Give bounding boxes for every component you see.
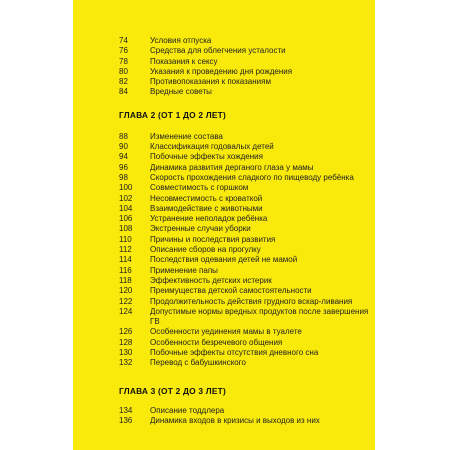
toc-page-number: 96 [119, 162, 128, 172]
toc-page-number: 98 [119, 172, 128, 182]
toc-entry-title: Последствия одевания детей не мамой [150, 255, 298, 265]
toc-entry-title: Скорость прохождения сладкого по пищеводу ребёнка [150, 172, 354, 182]
toc-entry-title: Указания к проведению дня рождения [150, 66, 293, 76]
toc-entry [119, 358, 369, 368]
toc-page-number: 116 [119, 265, 132, 275]
toc-entry [119, 173, 369, 183]
toc-page-number: 134 [119, 405, 133, 415]
toc-page-number: 82 [119, 77, 128, 87]
toc-entry-title: Описание тоддлера [150, 405, 225, 415]
toc-page-number: 108 [119, 224, 133, 234]
toc-entry-title: Особенности уединения мамы в туалете [150, 327, 302, 337]
toc-entry [119, 276, 369, 286]
toc-entry-title: Побочные эффекты отсутствия дневного сна [150, 348, 319, 358]
toc-entry-title: Экстренные случаи уборки [150, 224, 251, 234]
toc-page-number: 120 [119, 286, 133, 296]
toc-page-number: 88 [119, 131, 128, 141]
toc-entry [119, 406, 369, 416]
toc-entry [119, 255, 369, 265]
toc-page-number: 128 [119, 337, 133, 347]
toc-entry [119, 204, 369, 214]
toc-entry-title: Взаимодействие с животными [150, 203, 263, 213]
toc-section-2 [119, 110, 369, 369]
toc-entry-title: Средства для облегчения усталости [150, 46, 286, 56]
toc-entry [119, 338, 369, 348]
toc-entry-title: Изменение состава [150, 131, 223, 141]
toc-entry [119, 77, 369, 87]
toc-page-number: 84 [119, 87, 128, 97]
toc-entry-title: Несовместимость с кроваткой [150, 193, 263, 203]
toc-entry [119, 214, 369, 224]
toc-entry-title: Динамика развития дерганого глаза у мамы [150, 162, 314, 172]
toc-entry-title: Устранение неполадок ребёнка [150, 214, 268, 224]
toc-entry-title: Преимущества детской самостоятельности [150, 286, 312, 296]
toc-page-number: 130 [119, 348, 133, 358]
toc-entry-title: Условия отпуска [150, 36, 212, 45]
toc-entry [119, 245, 369, 255]
toc-entry-title: Перевод с бабушкинского [150, 358, 246, 368]
toc-entry [119, 307, 369, 328]
toc-page-number: 78 [119, 56, 128, 66]
toc-entry [119, 286, 369, 296]
toc-entry [119, 224, 369, 234]
toc-entry-title: Эффективность детских истерик [150, 275, 272, 285]
toc-entry [119, 194, 369, 204]
toc-entry-title: Показания к сексу [150, 56, 218, 66]
toc-entry [119, 297, 369, 307]
toc-page-number: 112 [119, 245, 132, 255]
toc-entry [119, 416, 369, 426]
toc-page-number: 106 [119, 214, 133, 224]
chapter-heading: ГЛАВА 3 (ОТ 2 ДО 3 ЛЕТ) [119, 385, 226, 396]
toc-entry [119, 327, 369, 337]
toc-entry [119, 152, 369, 162]
chapter-heading: ГЛАВА 2 (ОТ 1 ДО 2 ЛЕТ) [119, 109, 226, 120]
toc-entry-title: Вредные советы [150, 87, 212, 97]
toc-entry-title: Классификация годовалых детей [150, 142, 274, 152]
toc-page-number: 94 [119, 152, 128, 162]
toc-section-1 [119, 36, 369, 98]
toc-page-number: 110 [119, 234, 132, 244]
toc-page-number: 80 [119, 66, 128, 76]
toc-entry-title: Применение папы [150, 265, 218, 275]
toc-page-number: 104 [119, 203, 133, 213]
toc-entry-title: Причины и последствия развития [150, 234, 276, 244]
toc-entry-title: Совместимость с горшком [150, 183, 249, 193]
book-page [73, 0, 375, 450]
toc-page-number: 114 [119, 255, 132, 265]
toc-page-number: 122 [119, 296, 133, 306]
toc-entry-title: Описание сборов на прогулку [150, 245, 261, 255]
toc-entry [119, 163, 369, 173]
toc-entry-title: Побочные эффекты хождения [150, 152, 263, 162]
toc-page-number: 126 [119, 327, 133, 337]
toc-entry [119, 348, 369, 358]
toc-page-number: 118 [119, 275, 132, 285]
toc-page-number: 132 [119, 358, 133, 368]
toc-entry [119, 46, 369, 56]
toc-page-number: 76 [119, 46, 128, 56]
toc-page-number: 100 [119, 183, 133, 193]
toc-page-number: 74 [119, 36, 128, 45]
toc-page-number: 136 [119, 415, 133, 425]
toc-entry [119, 57, 369, 67]
toc-entry-title: Динамика входов в кризисы и выходов из них [150, 415, 320, 425]
toc-entry-title: Допустимые нормы вредных продуктов после завершения ГВ [150, 306, 369, 327]
toc-entry [119, 235, 369, 245]
toc-entry-title: Продолжительность действия грудного вскар-ливания [150, 296, 353, 306]
toc-entry [119, 266, 369, 276]
toc-entry-title: Особенности безречевого общения [150, 337, 283, 347]
toc-section-3 [119, 386, 369, 427]
toc-page-number: 124 [119, 306, 133, 316]
toc-page-number: 102 [119, 193, 133, 203]
toc-entry [119, 142, 369, 152]
table-of-contents [119, 36, 369, 426]
toc-entry [119, 36, 369, 46]
toc-entry [119, 67, 369, 77]
toc-page-number: 90 [119, 142, 128, 152]
toc-entry [119, 183, 369, 193]
toc-entry [119, 87, 369, 97]
toc-entry-title: Противопоказания к показаниям [150, 77, 271, 87]
toc-entry [119, 132, 369, 142]
